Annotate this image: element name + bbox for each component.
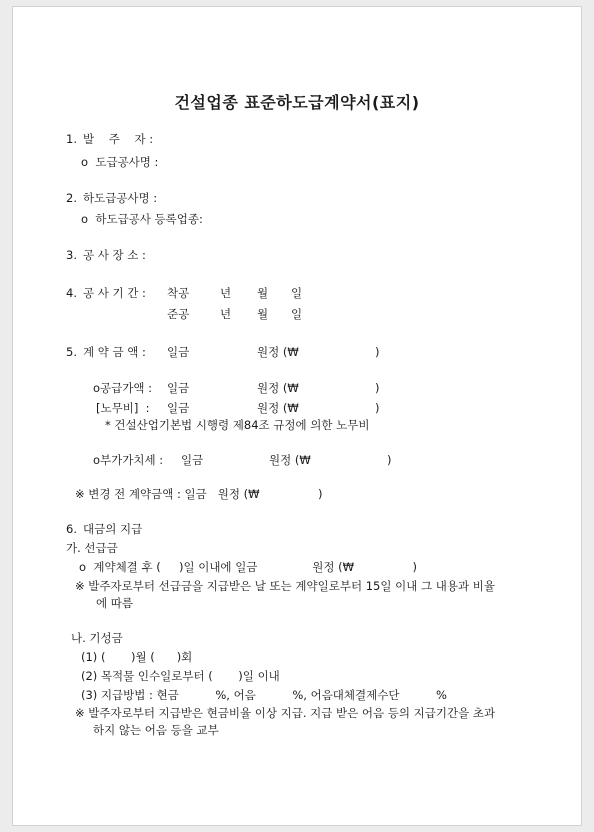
labor-cost-label: [노무비] : [96, 401, 150, 415]
section-5-label: 계 약 금 액 : [83, 345, 146, 359]
start-day-label: 일 [291, 286, 303, 300]
vat-amount-prefix: 일금 [181, 453, 204, 467]
supply-close-paren: ) [375, 381, 380, 395]
section-4-label: 공 사 기 간 : [83, 286, 146, 300]
supply-amount-prefix: 일금 [167, 381, 190, 395]
document-title: 건설업종 표준하도급계약서(표지) [174, 93, 420, 112]
progress-payment-heading: 나. 기성금 [71, 631, 123, 645]
progress-payment-note-1: ※ 발주자로부터 지급받은 현금비율 이상 지급. 지급 받은 어음 등의 지급기간을 초과 [75, 706, 496, 720]
contract-close-paren: ) [375, 345, 380, 359]
supply-won-label: 원정 (₩ [257, 381, 299, 395]
advance-payment-note-2: 에 따름 [96, 596, 133, 610]
document-page [12, 6, 582, 826]
contract-won-label: 원정 (₩ [257, 345, 299, 359]
end-day-label: 일 [291, 307, 303, 321]
section-3-number: 3. [66, 248, 77, 262]
section-5-number: 5. [66, 345, 77, 359]
vat-label: o부가가치세 : [93, 453, 164, 467]
labor-won-label: 원정 (₩ [257, 401, 299, 415]
progress-payment-item-2: (2) 목적물 인수일로부터 ( )일 이내 [81, 669, 280, 683]
section-2-sub: o 하도급공사 등록업종: [81, 212, 203, 226]
start-label: 착공 [167, 286, 190, 300]
end-month-label: 월 [257, 307, 269, 321]
section-4-number: 4. [66, 286, 77, 300]
progress-payment-item-1: (1) ( )월 ( )회 [81, 650, 193, 664]
advance-payment-note-1: ※ 발주자로부터 선급금을 지급받은 날 또는 계약일로부터 15일 이내 그 내용과 비율 [75, 579, 495, 593]
advance-payment-heading: 가. 선급금 [66, 541, 118, 555]
section-1-sub: o 도급공사명 : [81, 155, 159, 169]
section-2-number: 2. [66, 191, 77, 205]
labor-cost-note: * 건설산업기본법 시행령 제84조 규정에 의한 노무비 [105, 418, 370, 432]
end-label: 준공 [167, 307, 190, 321]
labor-amount-prefix: 일금 [167, 401, 190, 415]
vat-won-label: 원정 (₩ [269, 453, 311, 467]
section-2-label: 하도급공사명 : [83, 191, 158, 205]
start-year-label: 년 [220, 286, 232, 300]
progress-payment-item-3: (3) 지급방법 : 현금 %, 어음 %, 어음대체결제수단 % [81, 688, 447, 702]
section-1-number: 1. [66, 132, 77, 146]
changed-contract-amount-note: ※ 변경 전 계약금액 : 일금 원정 (₩ ) [75, 487, 323, 501]
section-6-number: 6. [66, 522, 77, 536]
advance-payment-line: o 계약체결 후 ( )일 이내에 일금 원정 (₩ ) [79, 560, 417, 574]
supply-amount-label: o공급가액 : [93, 381, 153, 395]
contract-amount-label: 일금 [167, 345, 190, 359]
vat-close-paren: ) [387, 453, 392, 467]
section-6-label: 대금의 지급 [83, 522, 143, 536]
progress-payment-note-2: 하지 않는 어음 등을 교부 [93, 723, 219, 737]
end-year-label: 년 [220, 307, 232, 321]
section-3-label: 공 사 장 소 : [83, 248, 146, 262]
start-month-label: 월 [257, 286, 269, 300]
section-1-label: 발 주 자 : [83, 132, 154, 146]
labor-close-paren: ) [375, 401, 380, 415]
